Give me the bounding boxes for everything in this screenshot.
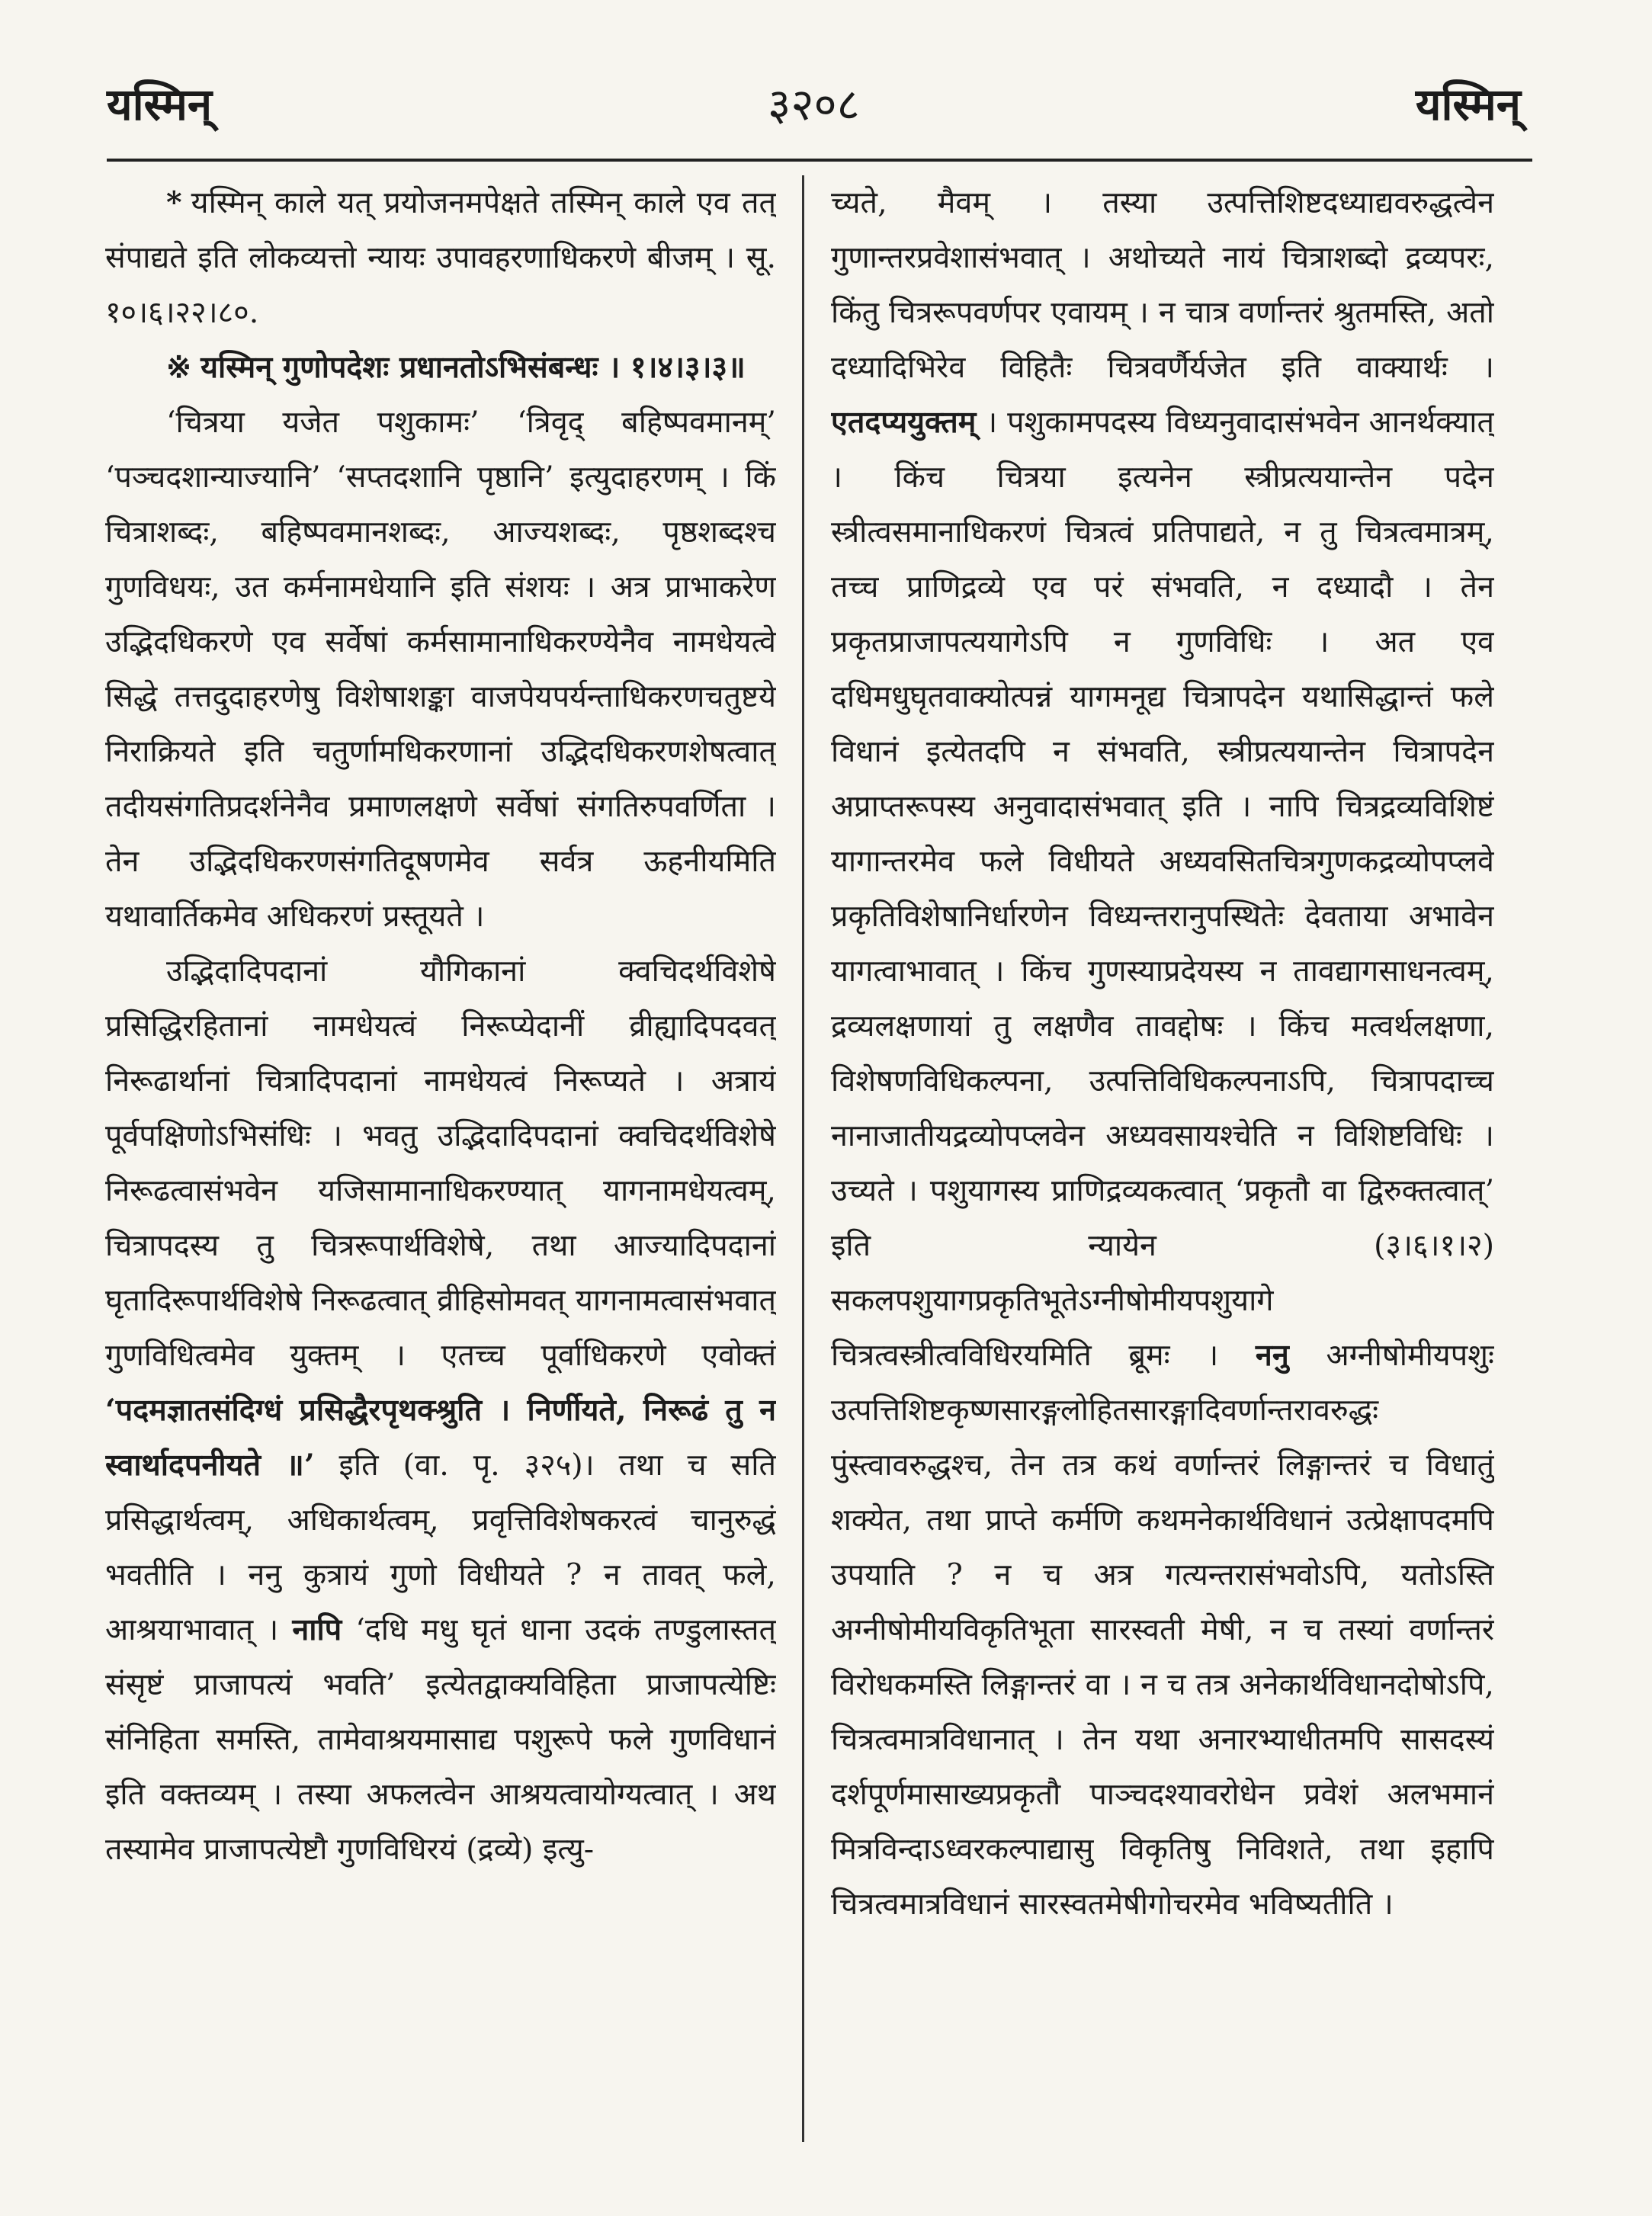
emphasis-word: नापि	[292, 1612, 342, 1647]
commentary-text: अग्नीषोमीयपशुः उत्पत्तिशिष्टकृष्णसारङ्गलोहितसारङ्गादिवर्णान्तरावरुद्धः पुंस्त्वावरुद्धश्च, तेन तत्र कथं वर्णान्तरं लिङ्गान्तरं च विधातुं शक्येत, तथा प्राप्ते कर्मणि कथमनेकार्थविधानं उत्प्रेक्षापदमपि उपयाति ? न च अत्र गत्यन्तरासंभवोऽपि, यतोऽस्ति अग्नीषोमीयविकृतिभूता सारस्वती मेषी, न च तस्यां वर्णान्तरं विरोधकमस्ति लिङ्गान्तरं वा । न च तत्र अनेकार्थविधानदोषोऽपि, चित्रत्वमात्रविधानात् । तेन यथा अनारभ्याधीतमपि सासदस्यं दर्शपूर्णमासाख्यप्रकृतौ पाञ्चदश्यावरोधेन प्रवेशं अलभमानं मित्रविन्दाऽध्वरकल्पाद्यासु विकृतिषु निविशते, तथा इहापि चित्रत्वमात्रविधानं सारस्वतमेषीगोचरमेव भविष्यतीति ।	[831, 1338, 1494, 1922]
left-column	[105, 175, 776, 2150]
commentary-text: इति (वा. पृ. ३२५)। तथा च सति प्रसिद्धार्थत्वम्, अधिकार्थत्वम्, प्रवृत्तिविशेषकरत्वं चानुरुद्धं भवतीति । ननु कुत्रायं गुणो विधीयते ? न तावत् फले, आश्रयाभावात् ।	[105, 1448, 776, 1647]
sutra-heading: यस्मिन् गुणोपदेशः प्रधानतोऽभिसंबन्धः । १।४।३।३॥	[200, 350, 746, 385]
commentary-text: । पशुकामपदस्य विध्यनुवादासंभवेन आनर्थक्यात् । किंच चित्रया इत्यनेन स्त्रीप्रत्ययान्तेन पदेन स्त्रीत्वसमानाधिकरणं चित्रत्वं प्रतिपाद्यते, न तु चित्रत्वमात्रम्, तच्च प्राणिद्रव्ये एव परं संभवति, न दध्यादौ । तेन प्रकृतप्राजापत्ययागेऽपि न गुणविधिः । अत एव दधिमधुघृतवाक्योत्पन्नं यागमनूद्य चित्रापदेन यथासिद्धान्तं फले विधानं इत्येतदपि न संभवति, स्त्रीप्रत्ययान्तेन चित्रापदेन अप्राप्तरूपस्य अनुवादासंभवात् इति । नापि चित्रद्रव्यविशिष्टं यागान्तरमेव फले विधीयते अध्यवसितचित्रगुणकद्रव्योपप्लवे प्रकृतिविशेषानिर्धारणेन विध्यन्तरानुपस्थितेः देवताया अभावेन यागत्वाभावात् । किंच गुणस्याप्रदेयस्य न तावद्यागसाधनत्वम्, द्रव्यलक्षणायां तु लक्षणैव तावद्दोषः । किंच मत्वर्थलक्षणा, विशेषणविधिकल्पना, उत्पत्तिविधिकल्पनाऽपि, चित्रापदाच्च नानाजातीयद्रव्योपप्लवेन अध्यवसायश्चेति न विशिष्टविधिः । उच्यते । पशुयागस्य प्राणिद्रव्यकत्वात् ‘प्रकृतौ वा द्विरुक्तत्वात्’ इति न्यायेन (३।६।१।२) सकलपशुयागप्रकृतिभूतेऽग्नीषोमीयपशुयागे चित्रत्वस्त्रीत्वविधिरयमिति ब्रूमः ।	[831, 405, 1494, 1373]
column-divider	[802, 175, 804, 2142]
header-rule	[107, 159, 1532, 162]
sutra-marker: ※	[166, 350, 192, 385]
commentary-text: च्यते, मैवम् । तस्या उत्पत्तिशिष्टदध्याद्यवरुद्धत्वेन गुणान्तरप्रवेशासंभवात् । अथोच्यते नायं चित्राशब्दो द्रव्यपरः, किंतु चित्ररूपवर्णपर एवायम् । न चात्र वर्णान्तरं श्रुतमस्ति, अतो दध्यादिभिरेव विहितैः चित्रवर्णैर्यजेत इति वाक्यार्थः ।	[831, 185, 1494, 385]
page-header	[107, 72, 1521, 141]
headword-right: यस्मिन्	[1415, 79, 1521, 130]
verse-quote: ‘पदमज्ञातसंदिग्धं प्रसिद्धैरपृथक्श्रुति । निर्णीयते, निरूढं तु न स्वार्थादपनीयते ॥’	[105, 1393, 776, 1483]
right-column	[831, 175, 1494, 2150]
entry-text: यस्मिन् काले यत् प्रयोजनमपेक्षते तस्मिन् काले एव तत् संपाद्यते इति लोकव्यत्तो न्यायः उपावहरणाधिकरणे बीजम् । सू. १०।६।२२।८०.	[105, 185, 776, 330]
commentary-paragraph	[105, 944, 776, 1877]
headword-left: यस्मिन्	[107, 79, 213, 130]
emphasis-word: ननु	[1255, 1338, 1289, 1373]
commentary-paragraph	[831, 175, 1494, 1932]
entry-marker: *	[166, 185, 182, 220]
commentary-text: ‘दधि मधु घृतं धाना उदकं तण्डुलास्तत् संसृष्टं प्राजापत्यं भवति’ इत्येतद्वाक्यविहिता प्राजापत्येष्टिः संनिहिता समस्ति, तामेवाश्रयमासाद्य पशुरूपे फले गुणविधानं इति वक्तव्यम् । तस्या अफलत्वेन आश्रयत्वायोग्यत्वात् । अथ तस्यामेव प्राजापत्येष्टौ गुणविधिरयं (द्रव्ये) इत्यु-	[105, 1612, 776, 1867]
commentary-text: उद्भिदादिपदानां यौगिकानां क्वचिदर्थविशेषे प्रसिद्धिरहितानां नामधेयत्वं निरूप्येदानीं व्रीह्यादिपदवत् निरूढार्थानां चित्रादिपदानां नामधेयत्वं निरूप्यते । अत्रायं पूर्वपक्षिणोऽभिसंधिः । भवतु उद्भिदादिपदानां क्वचिदर्थविशेषे निरूढत्वासंभवेन यजिसामानाधिकरण्यात् यागनामधेयत्वम्, चित्रापदस्य तु चित्ररूपार्थविशेषे, तथा आज्यादिपदानां घृतादिरूपार्थविशेषे निरूढत्वात् व्रीहिसोमवत् यागनामत्वासंभवात् गुणविधित्वमेव युक्तम् । एतच्च पूर्वाधिकरणे एवोक्तं	[105, 954, 776, 1373]
entry-paragraph	[105, 175, 776, 340]
page-number: ३२०८	[768, 79, 860, 130]
entry-heading	[105, 340, 776, 395]
emphasis-phrase: एतदप्ययुक्तम्	[831, 405, 977, 440]
commentary-paragraph: ‘चित्रया यजेत पशुकामः’ ‘त्रिवृद् बहिष्पवमानम्’ ‘पञ्चदशान्याज्यानि’ ‘सप्तदशानि पृष्ठानि’ इत्युदाहरणम् । किं चित्राशब्दः, बहिष्पवमानशब्दः, आज्यशब्दः, पृष्ठशब्दश्च गुणविधयः, उत कर्मनामधेयानि इति संशयः । अत्र प्राभाकरेण उद्भिदधिकरणे एव सर्वेषां कर्मसामानाधिकरण्येनैव नामधेयत्वे सिद्धे तत्तदुदाहरणेषु विशेषाशङ्का वाजपेयपर्यन्ताधिकरणचतुष्टये निराक्रियते इति चतुर्णामधिकरणानां उद्भिदधिकरणशेषत्वात् तदीयसंगतिप्रदर्शनेनैव प्रमाणलक्षणे सर्वेषां संगतिरुपवर्णिता । तेन उद्भिदधिकरणसंगतिदूषणमेव सर्वत्र ऊहनीयमिति यथावार्तिकमेव अधिकरणं प्रस्तूयते ।	[105, 405, 776, 934]
